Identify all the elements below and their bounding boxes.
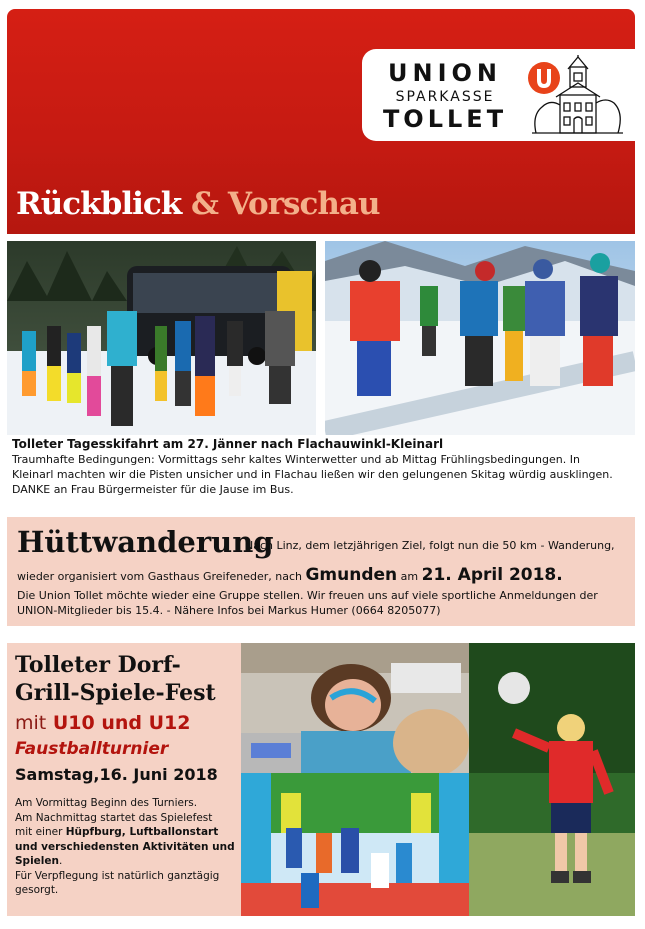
festival-body-line3a: mit einer <box>15 826 63 838</box>
festival-body-line5b: . <box>59 855 63 867</box>
festival-body-line6: Für Verpflegung ist natürlich ganztägig <box>15 869 220 882</box>
festival-body-line3 <box>15 825 237 840</box>
face-painting-photo <box>241 643 469 773</box>
hike-panel <box>7 517 635 626</box>
festival-body-line4: und verschiedensten Aktivitäten und <box>15 840 235 853</box>
town-hall-drawing-icon <box>530 55 625 137</box>
hike-title: Hüttwanderung <box>17 525 274 559</box>
hike-line2-text: wieder organisiert vom Gasthaus Greifeneder, nach <box>17 570 302 583</box>
festival-body-line1: Am Vormittag Beginn des Turniers. <box>15 797 198 809</box>
ski-trip-caption <box>12 437 632 497</box>
ski-trip-title: Tolleter Tagesskifahrt am 27. Jänner nach Flachauwinkl-Kleinarl <box>12 437 444 451</box>
festival-description <box>15 796 237 898</box>
festival-title-line2: Grill-Spiele-Fest <box>15 680 216 706</box>
ski-group-photo <box>325 241 635 435</box>
logo-union-text: UNION <box>388 59 502 87</box>
title-ampersand: & <box>181 186 228 222</box>
hike-line4: UNION-Mitglieder bis 15.4. - Nähere Infos bei Markus Humer (0664 8205077) <box>17 604 441 617</box>
festival-body-line2: Am Nachmittag startet das Spielefest <box>15 811 213 824</box>
hike-line2 <box>17 565 563 585</box>
ski-trip-line1: Traumhafte Bedingungen: Vormittags sehr kaltes Winterwetter und ab Mittag Frühlingsbedingungen. In <box>12 453 580 466</box>
hike-date: 21. April 2018. <box>421 565 563 585</box>
hike-am: am <box>400 570 419 583</box>
page-title <box>16 186 380 222</box>
union-sparkasse-logo <box>362 49 645 141</box>
title-vorschau: Vorschau <box>227 186 380 222</box>
festival-title <box>15 651 241 707</box>
festival-subtitle: Faustballturnier <box>15 739 169 759</box>
festival-age-groups: U10 und U12 <box>52 712 191 734</box>
festival-body-line3b: Hüpfburg, Luftballonstart <box>65 826 219 838</box>
hike-line1: Nach Linz, dem letzjährigen Ziel, folgt nun die 50 km - Wanderung, <box>245 539 615 552</box>
ski-trip-line2: Kleinarl machten wir die Pisten unsicher und in Flachau ließen wir den gelungenen Skitag würdig ausklingen. <box>12 468 613 481</box>
logo-tollet-text: TOLLET <box>382 105 508 133</box>
festival-body-line5a: Spielen <box>15 855 59 867</box>
ski-trip-line3: DANKE an Frau Bürgermeister für die Jause im Bus. <box>12 483 294 496</box>
logo-sparkasse-text: SPARKASSE <box>395 89 495 105</box>
hike-city: Gmunden <box>305 565 398 585</box>
festival-mit <box>15 712 191 734</box>
festival-body-line5 <box>15 854 237 869</box>
ski-bus-photo <box>7 241 316 435</box>
faustball-boy-photo <box>469 643 635 916</box>
hike-line3: Die Union Tollet möchte wieder eine Gruppe stellen. Wir freuen uns auf viele sportliche Anmeldungen der <box>17 589 598 602</box>
festival-date: Samstag,16. Juni 2018 <box>15 765 218 784</box>
festival-title-line1: Tolleter Dorf- <box>15 652 181 678</box>
bouncy-castle-photo <box>241 773 469 916</box>
festival-mit-word: mit <box>15 712 47 734</box>
festival-panel <box>7 643 241 916</box>
festival-body-line7: gesorgt. <box>15 884 59 896</box>
title-rueckblick: Rückblick <box>16 186 182 222</box>
